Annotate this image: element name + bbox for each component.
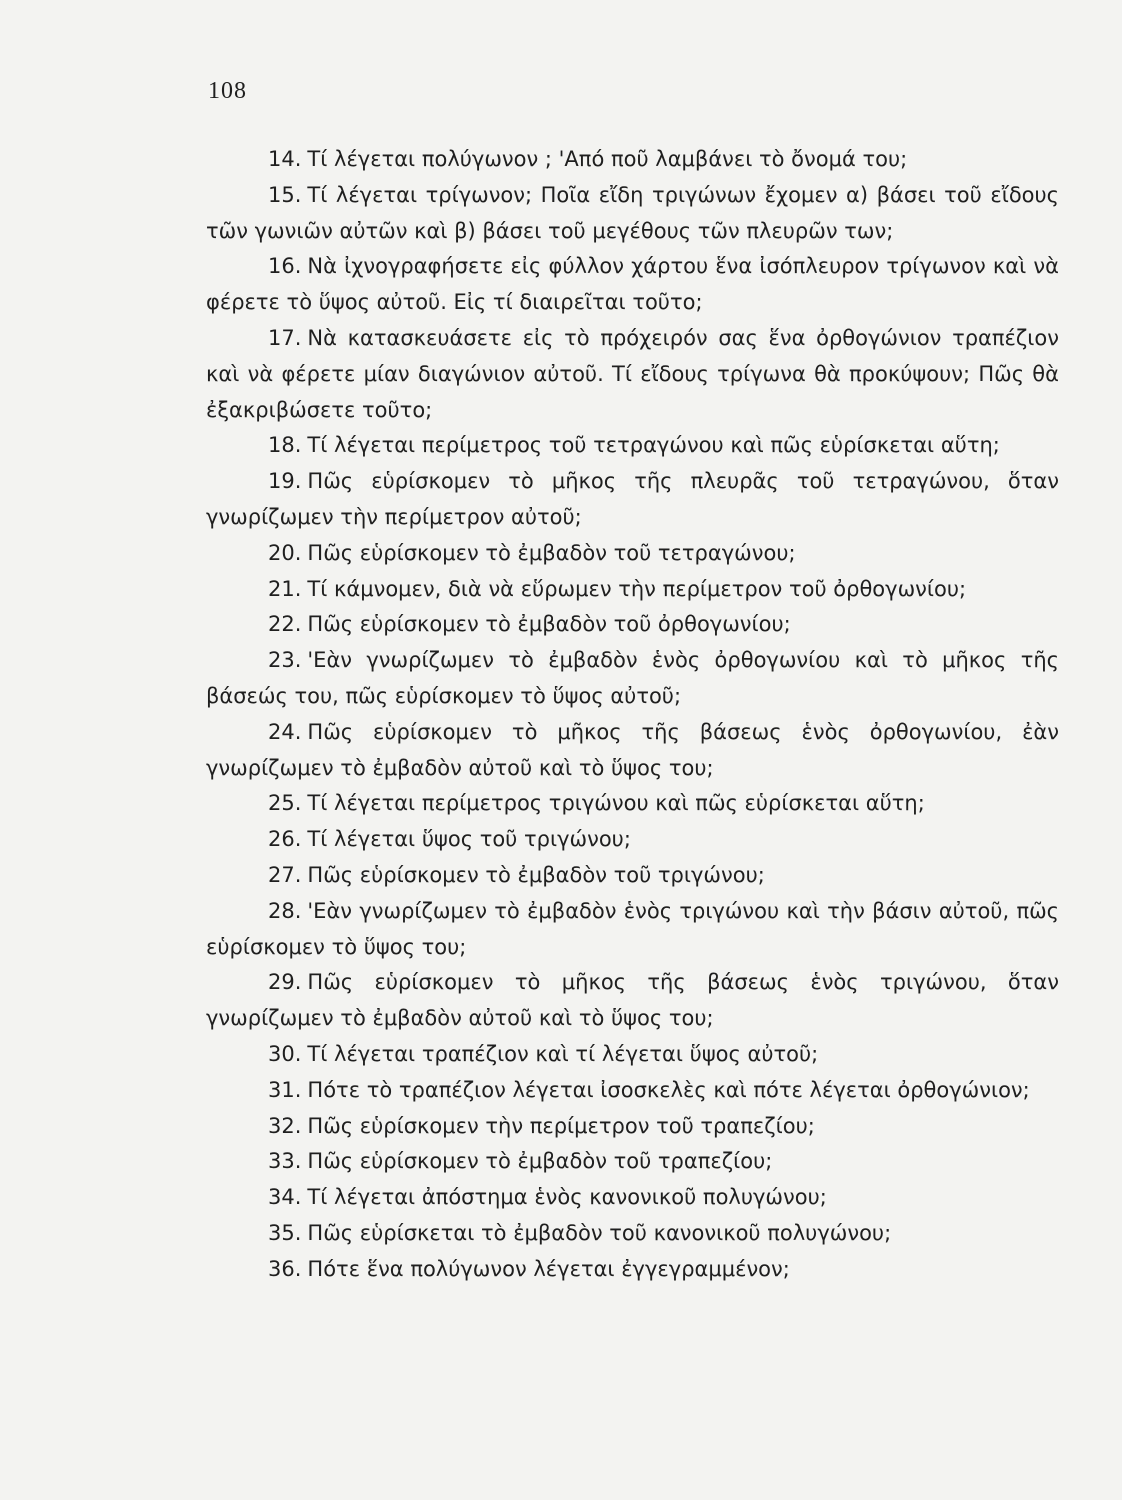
- question-item: [206, 536, 1059, 572]
- question-item: [206, 894, 1059, 966]
- question-item: [206, 1073, 1059, 1109]
- question-number: 15.: [268, 182, 302, 207]
- question-number: 24.: [268, 719, 302, 744]
- question-item: [206, 822, 1059, 858]
- question-number: 19.: [268, 469, 302, 494]
- question-item: [206, 786, 1059, 822]
- question-text: Τί λέγεται ὕψος τοῦ τριγώνου;: [307, 827, 631, 852]
- question-item: [206, 715, 1059, 787]
- question-number: 35.: [268, 1220, 302, 1245]
- question-text: Τί κάμνομεν, διὰ νὰ εὕρωμεν τὴν περίμετρον τοῦ ὀρθογωνίου;: [307, 576, 967, 601]
- question-item: [206, 1180, 1059, 1216]
- question-number: 25.: [268, 791, 302, 816]
- question-item: [206, 1144, 1059, 1180]
- question-number: 18.: [268, 433, 302, 458]
- question-text: Τί λέγεται πολύγωνον ; 'Από ποῦ λαμβάνει τὸ ὄνομά του;: [307, 147, 908, 171]
- question-item: [206, 858, 1059, 894]
- question-item: [206, 1216, 1059, 1252]
- question-text: Πῶς εὑρίσκομεν τὸ μῆκος τῆς βάσεως ἑνὸς τριγώνου, ὅταν γνωρίζωμεν τὸ ἐμβαδὸν αὐτοῦ καὶ τὸ ὕψος του;: [206, 970, 1059, 1031]
- question-number: 22.: [268, 612, 302, 637]
- question-number: 17.: [268, 325, 302, 350]
- page-number: 108: [208, 78, 247, 104]
- question-item: [206, 321, 1059, 428]
- question-number: 16.: [268, 254, 302, 279]
- question-text: Πῶς εὑρίσκεται τὸ ἐμβαδὸν τοῦ κανονικοῦ πολυγώνου;: [307, 1220, 892, 1245]
- question-text: Πῶς εὑρίσκομεν τὸ ἐμβαδὸν τοῦ τριγώνου;: [307, 862, 765, 887]
- question-list: [206, 142, 1059, 1288]
- question-item: [206, 607, 1059, 643]
- question-number: 27.: [268, 862, 302, 887]
- question-number: 34.: [268, 1185, 302, 1210]
- question-number: 28.: [268, 898, 302, 923]
- question-number: 20.: [268, 540, 302, 565]
- question-text: 'Εὰν γνωρίζωμεν τὸ ἐμβαδὸν ἑνὸς ὀρθογωνίου καὶ τὸ μῆκος τῆς βάσεώς του, πῶς εὑρίσκομεν τὸ ὕψος αὐτοῦ;: [206, 648, 1059, 708]
- question-text: Πῶς εὑρίσκομεν τὸ μῆκος τῆς πλευρᾶς τοῦ τετραγώνου, ὅταν γνωρίζωμεν τὴν περίμετρον αὐτοῦ;: [206, 469, 1059, 529]
- question-text: Τί λέγεται περίμετρος τριγώνου καὶ πῶς εὑρίσκεται αὕτη;: [307, 791, 925, 816]
- question-text: 'Εὰν γνωρίζωμεν τὸ ἐμβαδὸν ἑνὸς τριγώνου καὶ τὴν βάσιν αὐτοῦ, πῶς εὑρίσκομεν τὸ ὕψος του;: [206, 898, 1059, 959]
- question-text: Τί λέγεται ἀπόστημα ἑνὸς κανονικοῦ πολυγώνου;: [307, 1185, 827, 1210]
- question-number: 26.: [268, 827, 302, 852]
- question-text: Πότε ἕνα πολύγωνον λέγεται ἐγγεγραμμένον;: [307, 1256, 790, 1281]
- question-text: Νὰ ἰχνογραφήσετε εἰς φύλλον χάρτου ἕνα ἰσόπλευρον τρίγωνον καὶ νὰ φέρετε τὸ ὕψος αὐτοῦ. Εἰς τί διαιρεῖται τοῦτο;: [206, 254, 1059, 315]
- question-number: 30.: [268, 1041, 302, 1066]
- question-number: 29.: [268, 970, 302, 995]
- question-item: [206, 572, 1059, 608]
- question-number: 14.: [268, 147, 302, 171]
- question-number: 23.: [268, 648, 302, 673]
- question-item: [206, 643, 1059, 715]
- question-item: [206, 1252, 1059, 1288]
- question-number: 33.: [268, 1149, 302, 1174]
- question-text: Πῶς εὑρίσκομεν τὴν περίμετρον τοῦ τραπεζίου;: [307, 1113, 815, 1138]
- question-item: [206, 428, 1059, 464]
- question-text: Πῶς εὑρίσκομεν τὸ ἐμβαδὸν τοῦ τετραγώνου;: [307, 540, 796, 565]
- question-text: Πῶς εὑρίσκομεν τὸ ἐμβαδὸν τοῦ ὀρθογωνίου;: [307, 612, 791, 637]
- question-item: [206, 965, 1059, 1037]
- question-item: [206, 142, 1059, 178]
- question-text: Τί λέγεται τραπέζιον καὶ τί λέγεται ὕψος αὐτοῦ;: [307, 1041, 819, 1066]
- question-item: [206, 1109, 1059, 1145]
- question-text: Πῶς εὑρίσκομεν τὸ μῆκος τῆς βάσεως ἑνὸς ὀρθογωνίου, ἐὰν γνωρίζωμεν τὸ ἐμβαδὸν αὐτοῦ καὶ τὸ ὕψος του;: [206, 719, 1059, 780]
- question-number: 31.: [268, 1077, 302, 1102]
- question-item: [206, 249, 1059, 321]
- question-text: Τί λέγεται τρίγωνον; Ποῖα εἴδη τριγώνων ἔχομεν α) βάσει τοῦ εἴδους τῶν γωνιῶν αὐτῶν καὶ β) βάσει τοῦ μεγέθους τῶν πλευρῶν των;: [206, 182, 1059, 243]
- question-item: [206, 464, 1059, 536]
- question-text: Πῶς εὑρίσκομεν τὸ ἐμβαδὸν τοῦ τραπεζίου;: [307, 1149, 773, 1174]
- question-text: Νὰ κατασκευάσετε εἰς τὸ πρόχειρόν σας ἕνα ὀρθογώνιον τραπέζιον καὶ νὰ φέρετε μίαν διαγώνιον αὐτοῦ. Τί εἴδους τρίγωνα θὰ προκύψουν; Πῶς θὰ ἐξακριβώσετε τοῦτο;: [206, 325, 1059, 422]
- question-text: Πότε τὸ τραπέζιον λέγεται ἰσοσκελὲς καὶ πότε λέγεται ὀρθογώνιον;: [307, 1077, 1030, 1102]
- question-number: 36.: [268, 1256, 302, 1281]
- question-text: Τί λέγεται περίμετρος τοῦ τετραγώνου καὶ πῶς εὑρίσκεται αὕτη;: [307, 433, 1000, 458]
- question-number: 32.: [268, 1113, 302, 1138]
- question-item: [206, 1037, 1059, 1073]
- question-number: 21.: [268, 576, 302, 601]
- question-item: [206, 178, 1059, 250]
